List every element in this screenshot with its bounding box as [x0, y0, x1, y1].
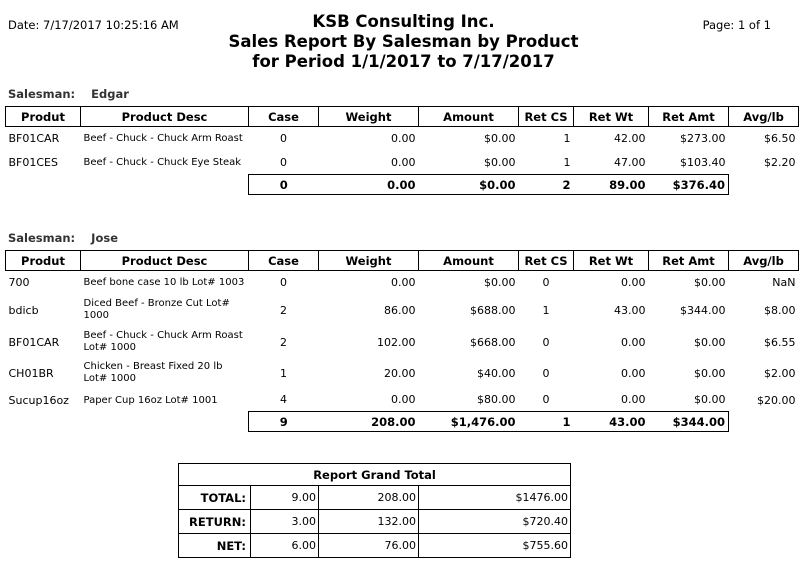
cell-weight: 0.00: [391, 155, 416, 169]
cell-retwt: 0.00: [621, 335, 646, 349]
cell-case: 0: [280, 132, 287, 146]
blank-cell: [6, 412, 81, 432]
cell-weight: 20.00: [384, 366, 416, 380]
col-header: Ret Amt: [649, 107, 729, 127]
grand-cell-weight: 208.00: [319, 486, 419, 510]
col-header: Weight: [319, 251, 419, 271]
total-retcs: 1: [519, 412, 574, 432]
total-weight: 0.00: [319, 175, 419, 195]
cell-produt: Sucup16oz: [8, 393, 69, 407]
cell-weight: 86.00: [384, 303, 416, 317]
salesman-table: [5, 250, 799, 432]
cell-desc: Chicken - Breast Fixed 20 lb Lot# 1000: [83, 361, 223, 384]
cell-produt: BF01CAR: [8, 132, 60, 146]
grand-cell-weight: 132.00: [319, 510, 419, 534]
col-header: Produt: [6, 107, 81, 127]
grand-cell-amount: $720.40: [419, 510, 571, 534]
blank-cell: [81, 412, 249, 432]
grand-cell-amount: $1476.00: [419, 486, 571, 510]
cell-desc: Paper Cup 16oz Lot# 1001: [83, 394, 218, 406]
cell-case: 0: [280, 155, 287, 169]
cell-desc: Beef - Chuck - Chuck Arm Roast Lot# 1000: [83, 330, 243, 353]
cell-retwt: 0.00: [621, 393, 646, 407]
blank-cell: [729, 175, 799, 195]
cell-retcs: 0: [542, 393, 550, 407]
cell-avg: $8.00: [764, 303, 796, 317]
total-amount: $0.00: [419, 175, 519, 195]
total-retamt: $344.00: [649, 412, 729, 432]
cell-retamt: $0.00: [694, 366, 726, 380]
grand-total-row: [179, 486, 571, 510]
cell-retcs: 1: [542, 303, 550, 317]
col-header: Ret Wt: [574, 251, 649, 271]
report-subtitle: Sales Report By Salesman by Product: [228, 32, 579, 51]
salesman-name: Jose: [91, 231, 118, 245]
cell-retamt: $273.00: [680, 132, 726, 146]
col-header: Product Desc: [81, 107, 249, 127]
col-header: Amount: [419, 107, 519, 127]
col-header: Ret Wt: [574, 107, 649, 127]
grand-total-table: [178, 463, 571, 558]
salesman-label: Salesman:: [8, 231, 76, 245]
total-retcs: 2: [519, 175, 574, 195]
cell-amount: $668.00: [470, 335, 516, 349]
grand-row-label: NET:: [179, 534, 251, 558]
col-header: Weight: [319, 107, 419, 127]
section-total-row: [6, 412, 799, 432]
grand-total-row: [179, 510, 571, 534]
salesman-heading: [8, 231, 118, 245]
report-title-block: [0, 12, 807, 72]
cell-retcs: 0: [542, 335, 550, 349]
total-case: 9: [249, 412, 319, 432]
col-header: Product Desc: [81, 251, 249, 271]
cell-amount: $0.00: [484, 132, 516, 146]
cell-produt: BF01CES: [8, 156, 58, 169]
cell-retamt: $344.00: [680, 303, 726, 317]
col-header: Case: [249, 251, 319, 271]
table-header-row: [6, 251, 799, 271]
grand-total-header: [179, 464, 571, 486]
cell-weight: 0.00: [391, 275, 416, 289]
cell-retcs: 0: [542, 275, 550, 289]
col-header: Ret Amt: [649, 251, 729, 271]
cell-case: 0: [280, 275, 287, 289]
cell-retcs: 1: [563, 155, 571, 169]
table-row: [6, 127, 799, 151]
cell-desc: Beef bone case 10 lb Lot# 1003: [83, 276, 245, 288]
cell-retamt: $0.00: [694, 275, 726, 289]
salesman-name: Edgar: [91, 87, 129, 101]
cell-produt: 700: [8, 275, 30, 289]
cell-produt: CH01BR: [8, 366, 54, 380]
cell-amount: $40.00: [477, 366, 516, 380]
blank-cell: [81, 175, 249, 195]
cell-avg: $6.55: [764, 335, 796, 349]
table-row: [6, 389, 799, 412]
grand-cell-case: 9.00: [251, 486, 319, 510]
blank-cell: [6, 175, 81, 195]
table-row: [6, 358, 799, 389]
cell-retwt: 0.00: [621, 366, 646, 380]
grand-cell-case: 3.00: [251, 510, 319, 534]
col-header: Ret CS: [519, 251, 574, 271]
cell-avg: $2.20: [764, 156, 796, 169]
col-header: Ret CS: [519, 107, 574, 127]
cell-avg: $6.50: [764, 132, 796, 146]
cell-retamt: $103.40: [680, 155, 726, 169]
cell-retcs: 0: [542, 366, 550, 380]
col-header: Avg/lb: [729, 251, 799, 271]
grand-total-title: Report Grand Total: [179, 464, 571, 486]
cell-amount: $0.00: [484, 155, 516, 169]
cell-weight: 0.00: [391, 132, 416, 146]
grand-cell-amount: $755.60: [419, 534, 571, 558]
grand-total-row: [179, 534, 571, 558]
total-amount: $1,476.00: [419, 412, 519, 432]
cell-case: 2: [280, 335, 287, 349]
cell-avg: $20.00: [757, 393, 796, 407]
grand-row-label: RETURN:: [179, 510, 251, 534]
cell-amount: $80.00: [477, 393, 516, 407]
cell-retwt: 43.00: [614, 303, 646, 317]
table-header-row: [6, 107, 799, 127]
table-row: [6, 271, 799, 294]
cell-avg: $2.00: [764, 366, 796, 380]
company-name: KSB Consulting Inc.: [312, 12, 495, 31]
cell-case: 4: [280, 393, 287, 407]
salesman-table: [5, 106, 799, 195]
cell-amount: $688.00: [470, 303, 516, 317]
cell-case: 2: [280, 303, 287, 317]
total-retwt: 89.00: [574, 175, 649, 195]
cell-weight: 0.00: [391, 393, 416, 407]
report-period: for Period 1/1/2017 to 7/17/2017: [252, 52, 555, 71]
report-date: Date: 7/17/2017 10:25:16 AM: [8, 18, 179, 32]
cell-retwt: 47.00: [614, 155, 646, 169]
total-retwt: 43.00: [574, 412, 649, 432]
col-header: Avg/lb: [729, 107, 799, 127]
cell-desc: Beef - Chuck - Chuck Eye Steak: [83, 157, 242, 168]
col-header: Case: [249, 107, 319, 127]
grand-cell-weight: 76.00: [319, 534, 419, 558]
total-retamt: $376.40: [649, 175, 729, 195]
cell-retamt: $0.00: [694, 393, 726, 407]
cell-desc: Beef - Chuck - Chuck Arm Roast: [83, 133, 243, 145]
cell-produt: bdicb: [8, 303, 39, 317]
cell-retwt: 42.00: [614, 132, 646, 146]
col-header: Amount: [419, 251, 519, 271]
table-row: [6, 151, 799, 175]
col-header: Produt: [6, 251, 81, 271]
cell-amount: $0.00: [484, 275, 516, 289]
salesman-label: Salesman:: [8, 87, 76, 101]
cell-desc: Diced Beef - Bronze Cut Lot# 1000: [83, 298, 230, 321]
grand-row-label: TOTAL:: [179, 486, 251, 510]
table-row: [6, 294, 799, 327]
cell-produt: BF01CAR: [8, 335, 60, 349]
cell-avg: NaN: [772, 275, 796, 289]
section-total-row: [6, 175, 799, 195]
cell-case: 1: [280, 366, 287, 380]
total-case: 0: [249, 175, 319, 195]
cell-weight: 102.00: [377, 335, 416, 349]
cell-retwt: 0.00: [621, 275, 646, 289]
cell-retamt: $0.00: [694, 335, 726, 349]
cell-retcs: 1: [563, 132, 571, 146]
page-number: Page: 1 of 1: [702, 18, 771, 32]
salesman-heading: [8, 87, 129, 101]
table-row: [6, 327, 799, 358]
total-weight: 208.00: [319, 412, 419, 432]
blank-cell: [729, 412, 799, 432]
grand-cell-case: 6.00: [251, 534, 319, 558]
